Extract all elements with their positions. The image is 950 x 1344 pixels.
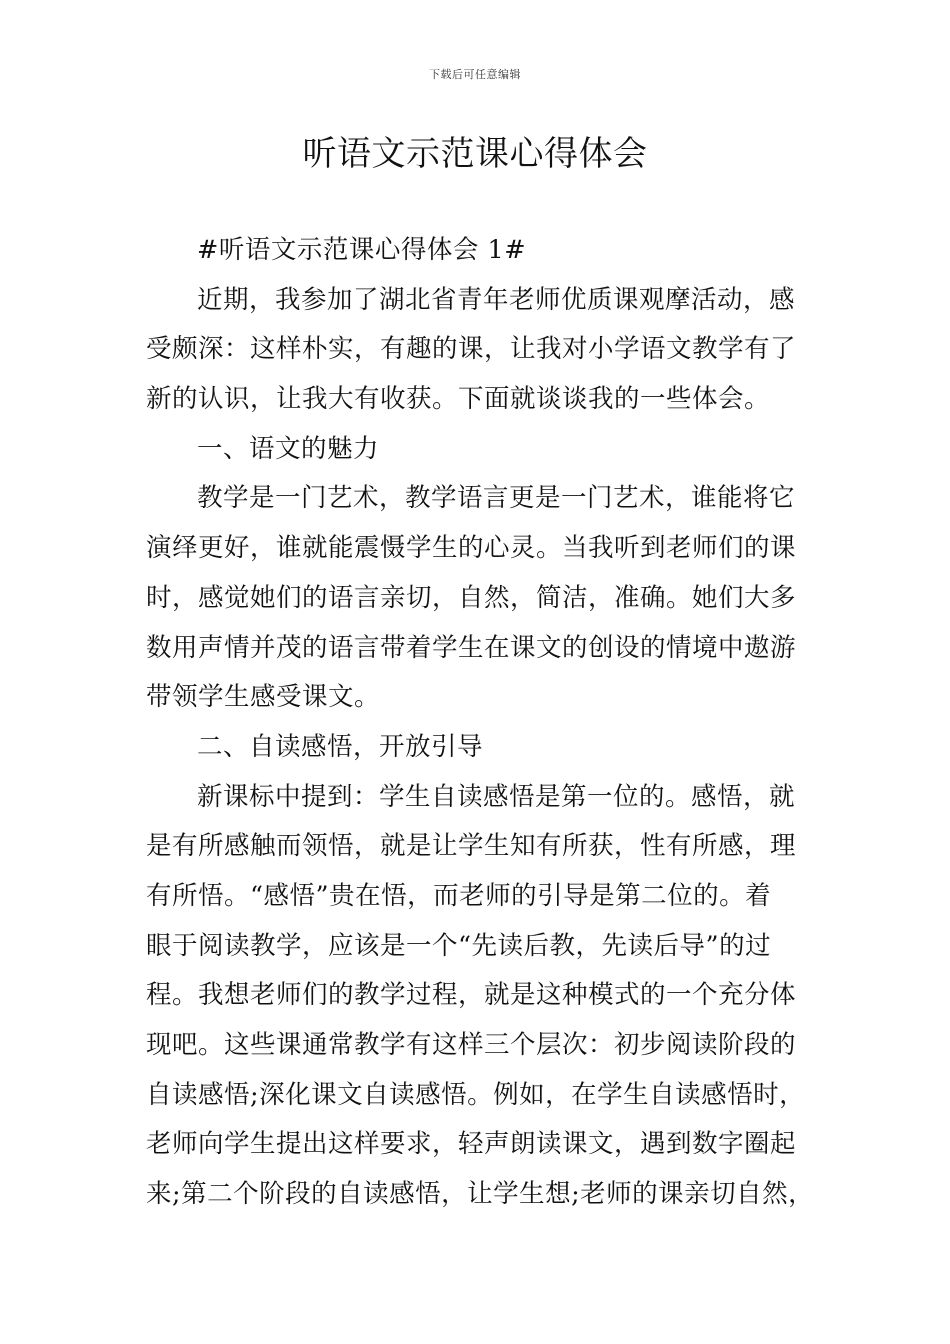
text-line: 数用声情并茂的语言带着学生在课文的创设的情境中遨游 <box>146 632 797 663</box>
text-line: 教学是一门艺术，教学语言更是一门艺术，谁能将它 <box>197 483 796 514</box>
text-line: 二、自读感悟，开放引导 <box>197 731 484 762</box>
text-line: #听语文示范课心得体会 1# <box>197 235 527 265</box>
text-line: 是有所感触而领悟，就是让学生知有所获，性有所感，理 <box>146 831 797 862</box>
document-title: 听语文示范课心得体会 <box>302 134 648 174</box>
text-line: 一、语文的魅力 <box>197 433 380 464</box>
text-line: 时，感觉她们的语言亲切，自然，简洁，准确。她们大多 <box>146 582 797 613</box>
text-line: 新课标中提到：学生自读感悟是第一位的。感悟，就 <box>197 781 796 812</box>
text-line: 现吧。这些课通常教学有这样三个层次：初步阅读阶段的 <box>146 1030 797 1060</box>
text-line: 来;第二个阶段的自读感悟，让学生想;老师的课亲切自然， <box>146 1179 815 1210</box>
text-line: 程。我想老师们的教学过程，就是这种模式的一个充分体 <box>146 980 797 1011</box>
text-line: 近期，我参加了湖北省青年老师优质课观摩活动，感 <box>197 284 796 315</box>
text-line: 有所悟。“感悟”贵在悟，而老师的引导是第二位的。着 <box>146 880 772 911</box>
text-line: 新的认识，让我大有收获。下面就谈谈我的一些体会。 <box>146 384 771 415</box>
text-line: 带领学生感受课文。 <box>146 682 381 713</box>
text-line: 自读感悟;深化课文自读感悟。例如，在学生自读感悟时， <box>146 1079 806 1110</box>
text-line: 演绎更好，谁就能震慑学生的心灵。当我听到老师们的课 <box>146 533 797 564</box>
text-line: 受颇深：这样朴实，有趣的课，让我对小学语文教学有了 <box>146 334 797 365</box>
text-line: 老师向学生提出这样要求，轻声朗读课文，遇到数字圈起 <box>146 1129 797 1160</box>
header-note: 下载后可任意编辑 <box>429 68 521 81</box>
text-line: 眼于阅读教学，应该是一个“先读后教，先读后导”的过 <box>146 930 772 961</box>
body-text <box>146 226 824 1220</box>
